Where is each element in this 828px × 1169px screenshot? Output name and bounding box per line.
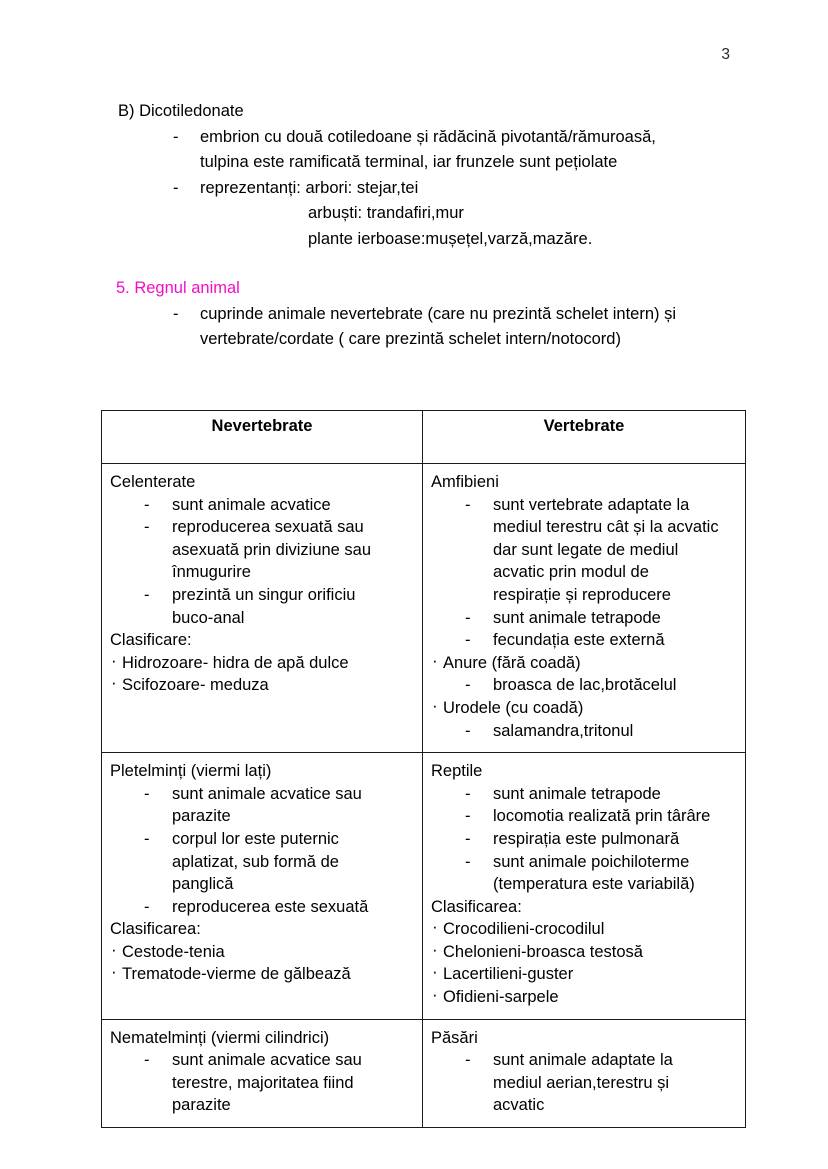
list-item xyxy=(431,851,737,896)
text-line: cuprinde animale nevertebrate (care nu prezintă schelet intern) și xyxy=(200,304,677,323)
section-5-title: 5. Regnul animal xyxy=(116,279,240,297)
list-item xyxy=(431,494,737,607)
cell-title: Pletelminți (viermi lați) xyxy=(110,762,272,781)
text-line: tulpina este ramificată terminal, iar frunzele sunt pețiolate xyxy=(200,153,618,171)
cell-title: Amfibieni xyxy=(431,473,499,491)
text-line: reprezentanți: arbori: stejar,tei xyxy=(200,178,419,197)
text-line: · Hidrozoare- hidra de apă dulce xyxy=(122,653,349,672)
text-line: acvatic prin modul de xyxy=(493,563,649,582)
list-item xyxy=(431,986,737,1009)
list-item xyxy=(431,805,737,828)
text-line: aplatizat, sub formă de xyxy=(172,852,339,871)
section-b-item xyxy=(173,176,828,202)
cell-title: Celenterate xyxy=(110,473,196,491)
classification-label: Clasificarea: xyxy=(110,920,201,939)
table-row xyxy=(102,753,746,1020)
table-cell-left xyxy=(102,1019,423,1127)
text-line: - sunt animale tetrapode xyxy=(493,784,661,803)
text-line: · Scifozoare- meduza xyxy=(122,676,269,695)
section-b-item-text xyxy=(200,176,828,202)
table-row xyxy=(102,1019,746,1127)
text-line: - fecundația este externă xyxy=(493,631,665,650)
dash-list xyxy=(431,1049,737,1117)
text-line: - sunt animale tetrapode xyxy=(493,608,661,627)
table-body xyxy=(102,464,746,1128)
table-cell-right xyxy=(423,464,746,753)
section-b-sub-line: arbuști: trandafiri,mur xyxy=(308,204,464,222)
text-line: parazite xyxy=(172,807,231,826)
dash-list xyxy=(110,1049,414,1117)
classification-label: Clasificare: xyxy=(110,631,192,650)
text-line: terestre, majoritatea fiind xyxy=(172,1073,354,1092)
table-row xyxy=(102,464,746,753)
text-line: dar sunt legate de mediul xyxy=(493,540,679,559)
table-cell-left xyxy=(102,753,423,1020)
section-b-item-text xyxy=(200,125,828,176)
list-item xyxy=(431,629,737,652)
text-line: - sunt vertebrate adaptate la xyxy=(493,495,690,514)
cell-title: Nematelminți (viermi cilindrici) xyxy=(110,1028,330,1047)
section-b-sub-line: plante ierboase:mușețel,varză,mazăre. xyxy=(308,229,593,248)
text-line: - sunt animale poichiloterme xyxy=(493,852,690,871)
list-item xyxy=(110,652,414,675)
list-item xyxy=(431,783,737,806)
text-line: · Ofidieni-sarpele xyxy=(443,988,559,1007)
classification-table xyxy=(101,410,746,1128)
text-line: - reproducerea este sexuată xyxy=(172,897,369,916)
list-item xyxy=(110,494,414,517)
table-cell-right xyxy=(423,1019,746,1127)
text-line: · Lacertilieni-guster xyxy=(443,965,574,984)
dot-list xyxy=(431,918,737,1008)
dot-list xyxy=(110,652,414,697)
list-item xyxy=(110,516,414,584)
dot-list xyxy=(110,941,414,986)
text-line: mediul terestru cât și la acvatic xyxy=(493,518,719,537)
text-line: - sunt animale acvatice xyxy=(172,495,331,514)
text-line: · Urodele (cu coadă) xyxy=(443,698,584,717)
list-item xyxy=(431,918,737,941)
section-5-item-text xyxy=(200,302,828,353)
text-line: · Chelonieni-broasca testosă xyxy=(443,942,643,961)
text-line: embrion cu două cotiledoane și rădăcină pivotantă/rămuroasă, xyxy=(200,127,656,146)
list-item xyxy=(431,941,737,964)
table-header-row xyxy=(102,411,746,464)
section-b-item xyxy=(173,125,828,176)
text-line: - sunt animale acvatice sau xyxy=(172,784,362,803)
text-line: · Trematode-vierme de gălbează xyxy=(122,965,351,984)
classification-table-wrapper xyxy=(101,410,727,1128)
text-line: - sunt animale adaptate la xyxy=(493,1051,673,1070)
list-item xyxy=(110,1049,414,1117)
text-line: · Anure (fără coadă) xyxy=(443,653,581,672)
notes-section xyxy=(0,99,828,353)
text-line: asexuată prin diviziune sau xyxy=(172,540,372,559)
text-line: vertebrate/cordate ( care prezintă schelet intern/notocord) xyxy=(200,330,621,348)
list-item: - broasca de lac,brotăcelul xyxy=(443,674,737,697)
dash-bullet-icon: - xyxy=(173,178,179,197)
list-item xyxy=(110,828,414,896)
list-item xyxy=(110,963,414,986)
list-item xyxy=(110,896,414,919)
text-line: · Crocodilieni-crocodilul xyxy=(443,920,605,939)
list-item xyxy=(110,941,414,964)
dash-list xyxy=(431,783,737,896)
text-line: - respirația este pulmonară xyxy=(493,829,680,848)
table-cell-left xyxy=(102,464,423,753)
text-line: - prezintă un singur orificiu xyxy=(172,585,356,604)
dot-list xyxy=(431,652,737,742)
text-line: - sunt animale acvatice sau xyxy=(172,1051,362,1070)
list-item xyxy=(431,963,737,986)
column-header-vertebrate: Vertebrate xyxy=(423,411,746,464)
dash-list xyxy=(110,494,414,630)
section-b-title: B) Dicotiledonate xyxy=(118,102,244,120)
list-item xyxy=(431,607,737,630)
text-line: parazite xyxy=(172,1096,231,1115)
dash-list xyxy=(110,783,414,919)
text-line: · Cestode-tenia xyxy=(122,942,225,961)
column-header-nevertebrate: Nevertebrate xyxy=(102,411,423,464)
text-line: - reproducerea sexuată sau xyxy=(172,518,364,537)
list-item xyxy=(110,674,414,697)
cell-title: Păsări xyxy=(431,1028,478,1047)
text-line: panglică xyxy=(172,875,234,894)
page-number: 3 xyxy=(721,46,730,63)
text-line: înmugurire xyxy=(172,563,251,582)
dash-sub-list xyxy=(443,674,737,697)
cell-title: Reptile xyxy=(431,762,483,781)
text-line: mediul aerian,terestru și xyxy=(493,1073,670,1092)
dash-sub-list xyxy=(443,720,737,743)
list-item xyxy=(110,584,414,629)
classification-label: Clasificarea: xyxy=(431,897,522,916)
table-cell-right xyxy=(423,753,746,1020)
text-line: - locomotia realizată prin târâre xyxy=(493,807,711,826)
dash-bullet-icon: - xyxy=(173,304,179,323)
list-item xyxy=(431,828,737,851)
text-line: - corpul lor este puternic xyxy=(172,829,339,848)
list-item: - salamandra,tritonul xyxy=(443,720,737,743)
list-item xyxy=(110,783,414,828)
text-line: respirație și reproducere xyxy=(493,585,671,604)
text-line: buco-anal xyxy=(172,608,245,627)
dash-list xyxy=(431,494,737,652)
text-line: acvatic xyxy=(493,1096,545,1115)
section-5-item xyxy=(173,302,828,353)
dash-bullet-icon: - xyxy=(173,127,179,146)
text-line: (temperatura este variabilă) xyxy=(493,875,695,894)
list-item xyxy=(431,697,737,742)
list-item xyxy=(431,652,737,697)
list-item xyxy=(431,1049,737,1117)
